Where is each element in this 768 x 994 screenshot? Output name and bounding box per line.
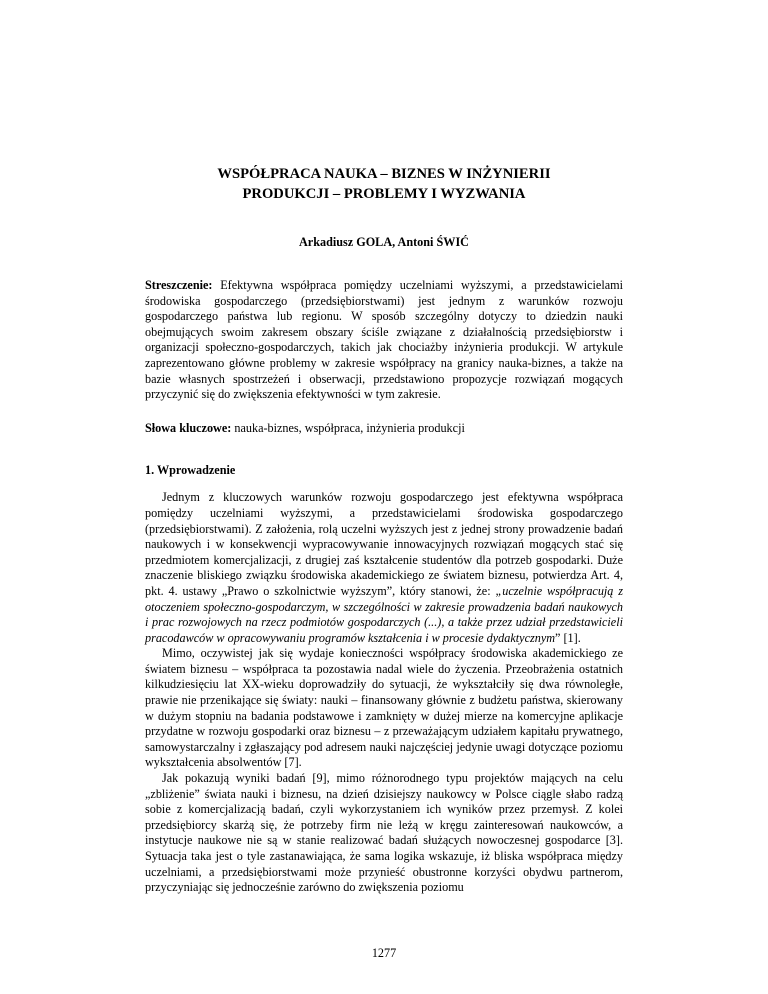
paragraph-1-start: Jednym z kluczowych warunków rozwoju gospodarczego jest efektywna współpraca pomiędzy uczelniami wyższymi, a przedstawicielami środowiska gospodarczego (przedsiębiorstwami). Z założenia, rolą uczelni wyższych jest z jednej strony prowadzenie badań naukowych i w konsekwencji wypracowywanie innowacyjnych rozwiązań mogących stać się przedmiotem komercjalizacji, z drugiej zaś kształcenie studentów dla potrzeb gospodarki. Duże znaczenie bliskiego związku środowiska akademickiego ze światem biznesu, potwierdza Art. 4, pkt. 4. ustawy „Prawo o szkolnictwie wyższym”, który stanowi, że: (145, 490, 623, 598)
statute-quote: „uczelnie współpracują z otoczeniem społeczno-gospodarczym, w szczególności w zakresie prowadzenia badań naukowych i prac rozwojowych na rzecz podmiotów gospodarczych (...), a także przez udział przedstawicieli pracodawców w opracowywaniu programów kształcenia i w procesie dydaktycznym (145, 583, 623, 645)
abstract-label: Streszczenie: (145, 278, 213, 292)
authors: Arkadiusz GOLA, Antoni ŚWIĆ (299, 235, 469, 249)
paragraph-1 (145, 490, 623, 646)
abstract (145, 278, 623, 403)
title-line-1: WSPÓŁPRACA NAUKA – BIZNES W INŻYNIERII (217, 166, 551, 182)
article-content (145, 164, 623, 896)
title-line-2: PRODUKCJI – PROBLEMY I WYZWANIA (242, 186, 526, 202)
page-number: 1277 (371, 946, 397, 960)
article-title (145, 164, 623, 204)
paragraph-3: Jak pokazują wyniki badań [9], mimo różnorodnego typu projektów mających na celu „zbliżenie” świata nauki i biznesu, na dzień dzisiejszy naukowcy w Polsce ciągle słabo radzą sobie z komercjalizacją badań, czyli wykorzystaniem ich wyników przez przemysł. Z kolei przedsiębiorcy skarżą się, że potrzeby firm nie leżą w kręgu zainteresowań naukowców, a instytucje naukowe nie są w stanie realizować badań służących nowoczesnej gospodarce [3]. Sytuacja taka jest o tyle zastanawiająca, że sama logika wskazuje, iż bliska współpraca między uczelniami, a przedsiębiorstwami może przynieść obustronne korzyści obydwu partnerom, przyczyniając się jednocześnie zarówno do zwiększenia poziomu (145, 771, 623, 895)
paragraph-2: Mimo, oczywistej jak się wydaje konieczności współpracy środowiska akademickiego ze światem biznesu – współpraca ta pozostawia nadal wiele do życzenia. Przeobrażenia ostatnich kilkudziesięciu lat XX-wieku doprowadziły do sytuacji, że wykształciły się dwa równoległe, prawie nie przenikające się światy: nauki – finansowany głównie z budżetu państwa, skierowany w dużym stopniu na badania podstawowe i zamknięty w dużej mierze na komercyjne aplikacje przydatne w rozwoju gospodarki oraz biznesu – z przeważającym udziałem kapitału prywatnego, samowystarczalny i zgłaszający pod adresem nauki najczęściej jedynie uwagi dotyczące poziomu wykształcenia absolwentów [7]. (145, 646, 623, 770)
keywords-text: nauka-biznes, współpraca, inżynieria produkcji (234, 420, 465, 435)
abstract-text: Efektywna współpraca pomiędzy uczelniami wyższymi, a przedstawicielami środowiska gospodarczego (przedsiębiorstwami) jest jednym z warunków rozwoju gospodarczego państwa lub regionu. W sposób szczególny dotyczy to dziedzin nauki obejmujących swoim zakresem obszary ściśle związane z działalnością przedsiębiorstw i organizacji społeczno-gospodarczych, takich jak chociażby inżynieria produkcji. W artykule zaprezentowano główne problemy w zakresie współpracy na granicy nauka-biznes, a także na bazie własnych spostrzeżeń i obserwacji, przedstawiono propozycje rozwiązań mogących przyczynić się do zwiększenia efektywności w tym zakresie. (145, 278, 624, 402)
keywords (145, 421, 623, 437)
section-body (145, 490, 623, 895)
keywords-label: Słowa kluczowe: (145, 420, 232, 435)
paragraph-1-end: ” [1]. (555, 630, 581, 645)
section-heading: 1. Wprowadzenie (145, 463, 236, 478)
